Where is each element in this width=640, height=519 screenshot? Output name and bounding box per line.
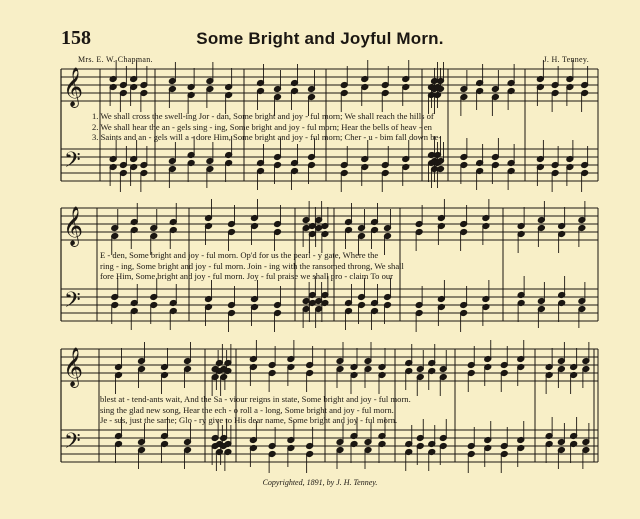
lyric-verse-3: fore Him, Some bright and joy - ful morn. Joy - ful praise we shall pro - claim To our (100, 271, 394, 281)
clef-symbol: 𝄞 (63, 347, 84, 387)
lyric-verse-3: Je - sus, just the same; Glo - ry give to His dear name, Some bright and joy - ful morn. (100, 415, 398, 425)
lyric-verse-1: 1. We shall cross the swell-ing Jor - dan, Some bright and joy - ful morn; We shall reach the hills of (92, 111, 434, 121)
page-number: 158 (61, 27, 91, 49)
clef-symbol: 𝄢 (64, 148, 81, 178)
clef-symbol: 𝄢 (64, 288, 81, 318)
lyrics-system-2 (100, 250, 404, 282)
clef-symbol: 𝄢 (64, 429, 81, 459)
lyric-verse-2: sing the glad new song, Hear the ech - o roll a - long, Some bright and joy - ful morn. (100, 404, 394, 415)
lyrics-system-3 (100, 394, 411, 426)
lyrics-system-1 (92, 111, 441, 143)
lyric-verse-2: ring - ing, Some bright and joy - ful morn. Join - ing with the ransomed throng, We shall (100, 260, 404, 271)
clef-symbol: 𝄞 (63, 206, 84, 246)
composer-credit: J. H. Tenney. (543, 55, 589, 64)
lyric-verse-1: E - den, Some bright and joy - ful morn. Op'd for us the pearl - y gate, Where the (100, 250, 379, 260)
lyricist-credit: Mrs. E. W. Chapman. (78, 55, 153, 64)
lyric-verse-2: 2. We shall hear the an - gels sing - ing, Some bright and joy - ful morn; Hear the bells of heav - en (92, 121, 432, 132)
lyric-verse-3: 3. Saints and an - gels will a - dore Him, Some bright and joy - ful morn; Cher - u - bim fall down be- (92, 132, 442, 142)
lyric-verse-1: blest at - tend-ants wait, And the Sa - viour reigns in state, Some bright and joy - ful morn. (100, 394, 411, 404)
clef-symbol: 𝄞 (63, 67, 84, 107)
hymn-title: Some Bright and Joyful Morn. (196, 29, 444, 48)
copyright-notice: Copyrighted, 1891, by J. H. Tenney. (262, 478, 378, 487)
